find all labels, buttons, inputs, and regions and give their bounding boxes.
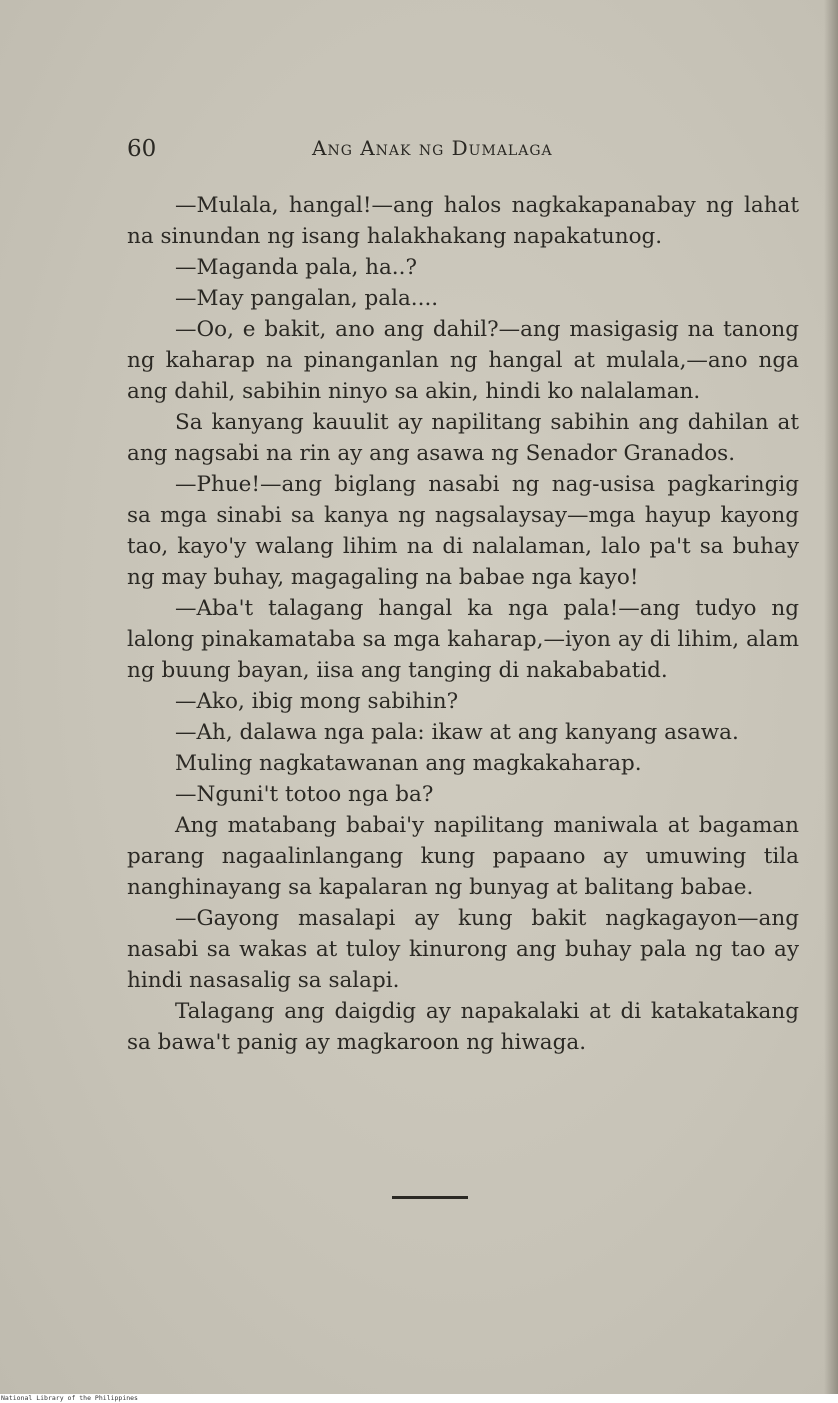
section-divider [392,1196,468,1199]
page-number: 60 [127,136,157,162]
library-credit: National Library of the Philippines [1,1394,138,1402]
paragraph: —Mulala, hangal!—ang halos nagkakapanabay ng lahat na sinundan ng isang halakhakang napakatunog. [127,193,799,249]
paragraph: —Phue!—ang biglang nasabi ng nag-usisa pagkaringig sa mga sinabi sa kanya ng nagsalaysay—mga hayup kayong tao, kayo'y walang lihim na di nalalaman, lalo pa't sa buhay ng may buhay, magagaling na babae nga kayo! [127,472,799,590]
paragraph: Sa kanyang kauulit ay napilitang sabihin ang dahilan at ang nagsabi na rin ay ang asawa ng Senador Granados. [127,410,799,466]
paragraph: —Ah, dalawa nga pala: ikaw at ang kanyang asawa. [175,720,739,745]
paragraph: —Aba't talagang hangal ka nga pala!—ang tudyo ng lalong pinakamataba sa mga kaharap,—iyon ay di lihim, alam ng buung bayan, iisa ang tanging di nakababatid. [127,596,799,683]
paragraph: Muling nagkatawanan ang magkakaharap. [175,751,642,776]
paragraph: —Nguni't totoo nga ba? [175,782,434,807]
page-header [127,136,812,168]
running-title: Ang Anak ng Dumalaga [312,136,553,160]
paragraph: —Oo, e bakit, ano ang dahil?—ang masigasig na tanong ng kaharap na pinanganlan ng hangal at mulala,—ano nga ang dahil, sabihin ninyo sa akin, hindi ko nalalaman. [127,317,799,404]
paragraph: —Gayong masalapi ay kung bakit nagkagayon—ang nasabi sa wakas at tuloy kinurong ang buhay pala ng tao ay hindi nasasalig sa salapi. [127,906,799,993]
paragraph: Ang matabang babai'y napilitang maniwala at bagaman parang nagaalinlangang kung papaano ay umuwing tila nanghinayang sa kapalaran ng bunyag at balitang babae. [127,813,799,900]
paragraph: —May pangalan, pala.... [175,286,439,311]
paragraph: —Ako, ibig mong sabihin? [175,689,459,714]
page-edge-shadow [824,0,838,1394]
body-text [127,190,799,1058]
paragraph: —Maganda pala, ha..? [175,255,417,280]
paragraph: Talagang ang daigdig ay napakalaki at di katakatakang sa bawa't panig ay magkaroon ng hiwaga. [127,999,799,1055]
